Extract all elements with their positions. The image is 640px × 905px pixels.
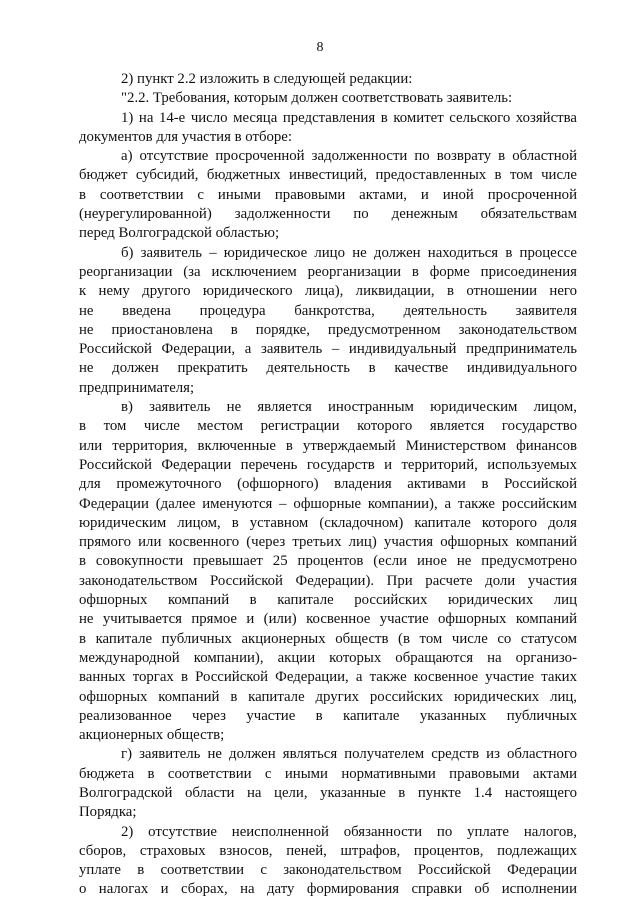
text-line: документов для участия в отборе:: [79, 128, 292, 145]
text-line: б) заявитель – юридическое лицо не должен находиться в процессе: [121, 244, 577, 261]
text-line: бюджета в соответствии с иными нормативными правовыми актами: [79, 765, 577, 782]
text-line: реализованное через участие в капитале указанных публичных: [79, 707, 577, 724]
text-line: о налогах и сборах, на дату формирования справки об исполнении: [79, 881, 577, 898]
text-line: 2) отсутствие неисполненной обязанности по уплате налогов,: [121, 823, 577, 840]
text-line: ванных торгах в Российской Федерации, а также косвенное участие таких: [79, 669, 577, 686]
text-line: 2) пункт 2.2 изложить в следующей редакции:: [121, 71, 413, 87]
text-line: а) отсутствие просроченной задолженности по возврату в областной: [121, 148, 577, 165]
text-line: перед Волгоградской областью;: [79, 225, 280, 242]
text-line: Федерации (далее именуются – офшорные компании), а также российским: [79, 495, 577, 512]
text-line: бюджет субсидий, бюджетных инвестиций, предоставленных в том числе: [79, 167, 577, 184]
text-line: Российской Федерации, а заявитель – индивидуальный предприниматель: [79, 341, 577, 358]
text-line: прямого или косвенного (через третьих лиц) участия офшорных компаний: [79, 534, 577, 551]
text-line: реорганизации (за исключением реорганизации в форме присоединения: [79, 263, 577, 280]
text-line: акционерных обществ;: [79, 727, 225, 744]
text-line: офшорных компаний в капитале других российских юридических лиц,: [79, 688, 577, 705]
text-line: сборов, страховых взносов, пеней, штрафов, процентов, подлежащих: [79, 842, 577, 859]
text-line: офшорных компаний в капитале российских юридических лиц: [79, 592, 577, 609]
text-line: не учитывается прямое и (или) косвенное участие офшорных компаний: [79, 611, 577, 628]
text-line: не должен прекратить деятельность в качестве индивидуального: [79, 360, 577, 377]
text-line: Волгоградской области на цели, указанные в пункте 1.4 настоящего: [79, 784, 577, 801]
text-line: для промежуточного (офшорного) владения активами в Российской: [79, 476, 577, 493]
text-line: международной компании), акции которых обращаются на организо-: [79, 649, 577, 666]
document-body: [79, 70, 577, 900]
page-number: 8: [316, 40, 324, 55]
text-line: (неурегулированной) задолженности по денежным обязательствам: [79, 206, 577, 223]
text-line: не приостановлена в порядке, предусмотренном законодательством: [79, 321, 577, 338]
text-line: в капитале публичных акционерных обществ (в том числе со статусом: [79, 630, 577, 647]
text-line: Порядка;: [79, 804, 137, 821]
text-line: законодательством Российской Федерации). При расчете доли участия: [79, 572, 577, 589]
text-line: в) заявитель не является иностранным юридическим лицом,: [121, 399, 577, 416]
text-line: в соответствии с иными правовыми актами, и иной просроченной: [79, 186, 577, 203]
text-line: не введена процедура банкротства, деятельность заявителя: [79, 302, 577, 319]
text-line: "2.2. Требования, которым должен соответствовать заявитель:: [121, 90, 513, 107]
text-line: или территория, включенные в утверждаемый Министерством финансов: [79, 437, 577, 454]
text-line: предпринимателя;: [79, 379, 195, 396]
text-line: г) заявитель не должен являться получателем средств из областного: [121, 746, 577, 763]
text-line: в том числе местом регистрации которого является государство: [79, 418, 577, 435]
text-line: 1) на 14-е число месяца представления в комитет сельского хозяйства: [121, 109, 577, 126]
text-line: уплате в соответствии с законодательством Российской Федерации: [79, 862, 577, 879]
text-line: в совокупности превышает 25 процентов (если иное не предусмотрено: [79, 553, 577, 570]
text-line: к нему другого юридического лица), ликвидации, в отношении него: [79, 283, 577, 300]
text-line: Российской Федерации перечень государств и территорий, используемых: [79, 456, 577, 473]
text-line: юридическим лицом, в уставном (складочном) капитале которого доля: [79, 514, 577, 531]
